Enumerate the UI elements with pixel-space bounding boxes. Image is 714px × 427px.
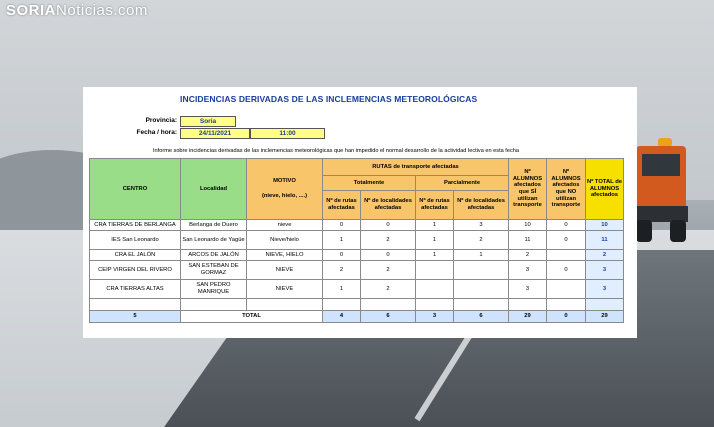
truck-wheel bbox=[670, 220, 686, 242]
snowplow-truck bbox=[628, 128, 690, 248]
table-row bbox=[90, 261, 624, 280]
cell-alumnos-si: 11 bbox=[509, 231, 547, 250]
cell-centro: CRA TIERRAS DE BERLANGA bbox=[90, 220, 181, 231]
cell-motivo: NIEVE, HIELO bbox=[247, 250, 323, 261]
cell-p-rutas bbox=[416, 280, 454, 299]
cell-alumnos-si: 2 bbox=[509, 250, 547, 261]
total-alumnos-si: 29 bbox=[509, 311, 547, 323]
col-t-rutas: Nº de rutas afectadas bbox=[323, 191, 361, 220]
cell-centro: IES San Leonardo bbox=[90, 231, 181, 250]
cell-alumnos-no: 0 bbox=[547, 231, 586, 250]
col-parcialmente: Parcialmente bbox=[416, 176, 509, 191]
cell-p-rutas bbox=[416, 261, 454, 280]
cell-t-rutas: 0 bbox=[323, 220, 361, 231]
total-p-localidades: 6 bbox=[454, 311, 509, 323]
truck-wheel bbox=[636, 220, 652, 242]
table-row bbox=[90, 220, 624, 231]
fecha-value: 24/11/2021 bbox=[180, 128, 250, 139]
col-motivo-label: MOTIVO bbox=[273, 178, 296, 185]
cell-t-localidades: 0 bbox=[361, 220, 416, 231]
hora-value: 11:00 bbox=[250, 128, 325, 139]
cell-alumnos-si: 10 bbox=[509, 220, 547, 231]
cell-centro: CEIP VIRGEN DEL RIVERO bbox=[90, 261, 181, 280]
cell-p-localidades: 1 bbox=[454, 250, 509, 261]
col-t-localidades: Nº de localidades afectadas bbox=[361, 191, 416, 220]
col-rutas: RUTAS de transporte afectadas bbox=[323, 159, 509, 176]
cell-t-rutas: 1 bbox=[323, 231, 361, 250]
total-alumnos-no: 0 bbox=[547, 311, 586, 323]
header-row bbox=[90, 159, 624, 176]
col-p-localidades: Nº de localidades afectadas bbox=[454, 191, 509, 220]
cell-alumnos-no: 0 bbox=[547, 261, 586, 280]
col-total-alumnos: Nº TOTAL de ALUMNOS afectados bbox=[586, 159, 624, 220]
cell-centro: CRA TIERRAS ALTAS bbox=[90, 280, 181, 299]
cell-t-localidades: 2 bbox=[361, 261, 416, 280]
totals-row bbox=[90, 311, 624, 323]
total-t-localidades: 6 bbox=[361, 311, 416, 323]
cell-localidad: Berlanga de Duero bbox=[181, 220, 247, 231]
total-t-rutas: 4 bbox=[323, 311, 361, 323]
col-p-rutas: Nº de rutas afectadas bbox=[416, 191, 454, 220]
fecha-label: Fecha / hora: bbox=[136, 129, 177, 136]
cell-localidad: SAN ESTEBAN DE GORMAZ bbox=[181, 261, 247, 280]
provincia-value: Soria bbox=[180, 116, 236, 127]
total-count: 5 bbox=[90, 311, 181, 323]
cell-alumnos-no bbox=[547, 280, 586, 299]
cell-t-rutas: 2 bbox=[323, 261, 361, 280]
total-p-rutas: 3 bbox=[416, 311, 454, 323]
table-row bbox=[90, 280, 624, 299]
col-localidad: Localidad bbox=[181, 159, 247, 220]
cell-t-localidades: 2 bbox=[361, 280, 416, 299]
cell-p-localidades bbox=[454, 261, 509, 280]
col-motivo bbox=[247, 159, 323, 220]
logo-suffix: Noticias.com bbox=[56, 2, 148, 19]
cell-alumnos-si: 3 bbox=[509, 261, 547, 280]
logo-brand: SORIA bbox=[6, 2, 57, 19]
total-label: TOTAL bbox=[181, 311, 323, 323]
col-motivo-sub: (nieve, hielo, ....) bbox=[261, 193, 308, 199]
cell-localidad: ARCOS DE JALÓN bbox=[181, 250, 247, 261]
cell-motivo: nieve bbox=[247, 220, 323, 231]
cell-total: 11 bbox=[586, 231, 624, 250]
truck-windshield bbox=[642, 154, 680, 176]
cell-motivo: Nieve/hielo bbox=[247, 231, 323, 250]
incidents-table bbox=[89, 158, 624, 323]
total-alumnos: 29 bbox=[586, 311, 624, 323]
spacer-row bbox=[90, 299, 624, 311]
site-logo[interactable] bbox=[6, 2, 148, 19]
cell-t-rutas: 0 bbox=[323, 250, 361, 261]
cell-total: 3 bbox=[586, 261, 624, 280]
col-centro: CENTRO bbox=[90, 159, 181, 220]
cell-p-localidades: 3 bbox=[454, 220, 509, 231]
cell-motivo: NIEVE bbox=[247, 280, 323, 299]
cell-localidad: San Leonardo de Yagüe bbox=[181, 231, 247, 250]
col-alumnos-no: Nº ALUMNOS afectados que NO utilizan transporte bbox=[547, 159, 586, 220]
cell-localidad: SAN PEDRO MANRIQUE bbox=[181, 280, 247, 299]
cell-alumnos-si: 3 bbox=[509, 280, 547, 299]
cell-p-rutas: 1 bbox=[416, 231, 454, 250]
cell-total: 10 bbox=[586, 220, 624, 231]
report-title: INCIDENCIAS DERIVADAS DE LAS INCLEMENCIAS METEOROLÓGICAS bbox=[180, 94, 478, 104]
cell-p-rutas: 1 bbox=[416, 220, 454, 231]
cell-total: 3 bbox=[586, 280, 624, 299]
col-alumnos-si: Nº ALUMNOS afectados que SÍ utilizan transporte bbox=[509, 159, 547, 220]
table-row bbox=[90, 231, 624, 250]
cell-t-localidades: 2 bbox=[361, 231, 416, 250]
cell-motivo: NIEVE bbox=[247, 261, 323, 280]
cell-t-localidades: 0 bbox=[361, 250, 416, 261]
cell-centro: CRA EL JALÓN bbox=[90, 250, 181, 261]
report-note: Informe sobre incidencias derivadas de las inclemencias meteorológicas que han impedido el normal desarrollo de la actividad lectiva en esta fecha bbox=[153, 148, 519, 154]
cell-p-rutas: 1 bbox=[416, 250, 454, 261]
table-row bbox=[90, 250, 624, 261]
cell-alumnos-no bbox=[547, 250, 586, 261]
provincia-label: Provincia: bbox=[145, 117, 177, 124]
col-totalmente: Totalmente bbox=[323, 176, 416, 191]
report-panel bbox=[83, 87, 637, 338]
cell-p-localidades: 2 bbox=[454, 231, 509, 250]
cell-t-rutas: 1 bbox=[323, 280, 361, 299]
cell-total: 2 bbox=[586, 250, 624, 261]
cell-alumnos-no: 0 bbox=[547, 220, 586, 231]
cell-p-localidades bbox=[454, 280, 509, 299]
